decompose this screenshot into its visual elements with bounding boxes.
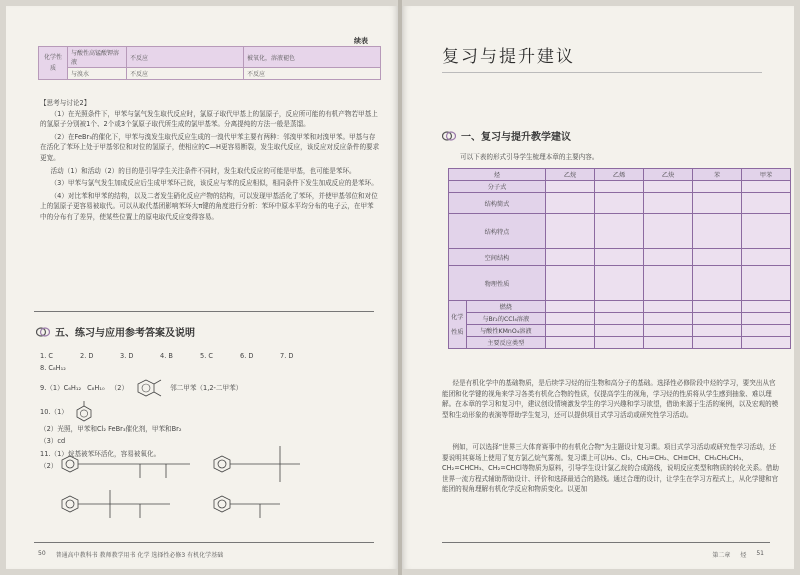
section-title: 五、练习与应用参考答案及说明 — [55, 328, 195, 339]
row-label: 结构简式 — [449, 193, 546, 214]
table-cell: 被氧化，溶液褪色 — [244, 47, 381, 68]
table-header-row — [449, 169, 791, 181]
table-cell: 不反应 — [244, 68, 381, 80]
answer: 2. D — [80, 352, 94, 360]
right-footer — [712, 550, 764, 559]
section-marker-icon — [36, 327, 50, 337]
table-row — [449, 214, 791, 249]
answer-10-3: （3）cd — [40, 437, 66, 446]
structural-formulas-icon — [40, 438, 370, 528]
table-row — [39, 47, 381, 68]
section-one-header — [442, 128, 571, 143]
continued-label: 续表 — [354, 37, 368, 45]
table-cell: 与酸性高锰酸钾溶液 — [68, 47, 127, 68]
section-marker-icon — [442, 131, 456, 141]
page-title: 复习与提升建议 — [442, 47, 575, 67]
footer-text: 烃 — [740, 552, 747, 559]
answer-8: 8. C₈H₁₂ — [40, 364, 66, 373]
table-header: 烃 — [449, 169, 546, 181]
row-label: 与Br₂的CCl₄溶液 — [466, 313, 545, 325]
table-cell: 不反应 — [127, 68, 244, 80]
answer-9 — [40, 375, 385, 401]
answer-9-part: 9.（1）C₆H₁₂ — [40, 383, 82, 392]
row-head-chemical: 化学性质 — [39, 47, 68, 80]
table-row — [449, 301, 791, 313]
paragraph: 烃是有机化学中的基础物质，是后续学习烃的衍生物和高分子的基础。选择性必修阶段中烃的学习，要突出从官能团和化学键的视角来学习各类有机化合物的性质，仅提高学生的视角，学习烃的性质将从学生感到抽象、难以理解。在本章的学习和复习中，建议创设情境激发学生的学习兴趣和学习欲望，借助来源于生活的案例，以及宏观的模型和生动形象的表演等帮助学生复习，还可以提供项目式学习活动或研究性学习活动。 — [442, 379, 779, 419]
answer: 3. D — [120, 352, 134, 360]
paragraph: （1）在光照条件下，甲苯与氯气发生取代反应时，氯原子取代甲基上的氢原子，反应所可能的有机产物若甲基上的氢原子分别被1个、2个或3个氯原子取代所生成的氯甲基苯。分离提纯的方法一般是蒸馏。 — [40, 109, 378, 129]
answers-row — [40, 350, 385, 362]
footer-rule — [34, 542, 374, 543]
table-row — [449, 337, 791, 349]
page-number: 50 — [38, 550, 46, 557]
row-label: 分子式 — [449, 181, 546, 193]
answer-9-part: （2） — [110, 383, 129, 392]
answer: 1. C — [40, 352, 53, 360]
table-header: 乙烷 — [546, 169, 595, 181]
row-label: 与酸性KMnO₄溶液 — [466, 325, 545, 337]
paragraph: （3）甲苯与氯气发生加成反应后生成甲苯环己烷，该反应与苯的反应相似，相同条件下发生加成反应的是苯环。 — [50, 179, 378, 188]
section-five-header — [36, 324, 195, 339]
table-cell: 不反应 — [127, 47, 244, 68]
row-label: 燃烧 — [466, 301, 545, 313]
table-cell: 与溴水 — [68, 68, 127, 80]
table-header: 甲苯 — [742, 169, 791, 181]
title-rule — [442, 72, 762, 73]
table-row — [449, 249, 791, 266]
page-number: 51 — [756, 550, 764, 557]
table-row — [449, 325, 791, 337]
footer-rule — [442, 542, 770, 543]
row-label: 物理性质 — [449, 266, 546, 301]
answer: 6. D — [240, 352, 254, 360]
table-header: 乙炔 — [644, 169, 693, 181]
o-xylene-structure-icon — [134, 376, 164, 400]
left-footer — [38, 550, 223, 559]
paragraph: 例如，可以选择“世界三大体育赛事中的有机化合物”为主题设计复习课。项目式学习活动或研究性学习活动，还要说明其赛场上使用了复方氯乙烷气雾剂。复习课上可以H₂、Cl₂、CH₂=CH₂、CH≡CH、CH₃CH₂CH₃、CH₂=CHCH₃、CH₂=CHCl等物质为原料，引导学生设计氯乙烷的合成路线，说明反应类型和物质的转化关系。借助世界一流方程式辅助帮助设计、评价和选择最适合的路线。通过合理的设计，让学生在学习方程式上，从化学键和官能团的视角理解有机化学反应和物质变化。以更加 — [442, 443, 779, 494]
table-row — [39, 68, 381, 80]
row-label: 结构特点 — [449, 214, 546, 249]
properties-table — [38, 46, 381, 80]
answer: 7. D — [280, 352, 294, 360]
table-row — [449, 193, 791, 214]
answer-10 — [40, 401, 385, 423]
paragraph: 活动（1）和活动（2）的目的是引导学生关注条件不同时，发生取代反应的可能是甲基，也可能是苯环。 — [50, 166, 356, 175]
think-title: 【思考与讨论2】 — [40, 99, 91, 107]
group-label: 化学性质 — [449, 301, 467, 349]
answer-11-part: （2） — [40, 462, 58, 471]
toluene-structure-icon — [74, 401, 100, 423]
table-row — [449, 313, 791, 325]
answer-9-part: 邻二甲苯（1,2-二甲苯） — [170, 383, 243, 392]
paragraph: （4）对比苯和甲苯的结构，以及二者发生硝化反应产物的结构，可以发现甲基活化了苯环，并使甲基邻位和对位上的氢原子更容易被取代。可以从取代基团影响苯环大π键的角度进行分析：苯环中原本平均分布的电子云，在甲苯中的分布有了差异，使某些位置上的原电取代反应变得容易。 — [40, 191, 378, 221]
left-page — [6, 6, 398, 569]
footer-chapter: 第二章 — [712, 552, 731, 559]
row-label: 主要反应类型 — [466, 337, 545, 349]
answer: 5. C — [200, 352, 213, 360]
table-row — [449, 181, 791, 193]
answer-10-part: 10.（1） — [40, 407, 68, 416]
answer-10-2: （2）光照，甲苯和Cl₂ FeBr₃催化剂，甲苯和Br₂ — [40, 424, 182, 433]
answer-9-part: C₈H₁₀ — [87, 383, 105, 392]
answer: 4. B — [160, 352, 173, 360]
table-header: 苯 — [693, 169, 742, 181]
footer-text: 普通高中教科书 教师教学用书 化学 选择性必修3 有机化学基础 — [55, 552, 224, 559]
row-label: 空间结构 — [449, 249, 546, 266]
intro-text: 可以下表的形式引导学生梳理本章的主要内容。 — [460, 153, 599, 161]
think-discussion — [40, 98, 380, 223]
paragraph: （2）在FeBr₃的催化下，甲苯与溴发生取代反应生成的一溴代甲苯主要有两种：邻溴甲苯和对溴甲苯。甲基与存在活化了苯环上处于甲基邻位和对位的氢原子，使相应的C—H更容易断裂，发生取代反应，该反应对反应条件的要求更宽。 — [40, 132, 380, 162]
table-header: 乙烯 — [595, 169, 644, 181]
divider — [34, 311, 374, 312]
review-table — [448, 168, 791, 349]
answer-11: 11.（1）烷基被苯环活化，容易被氧化。 — [40, 449, 161, 458]
table-row — [449, 266, 791, 301]
section-title: 一、复习与提升教学建议 — [461, 132, 571, 143]
right-page — [402, 6, 794, 569]
